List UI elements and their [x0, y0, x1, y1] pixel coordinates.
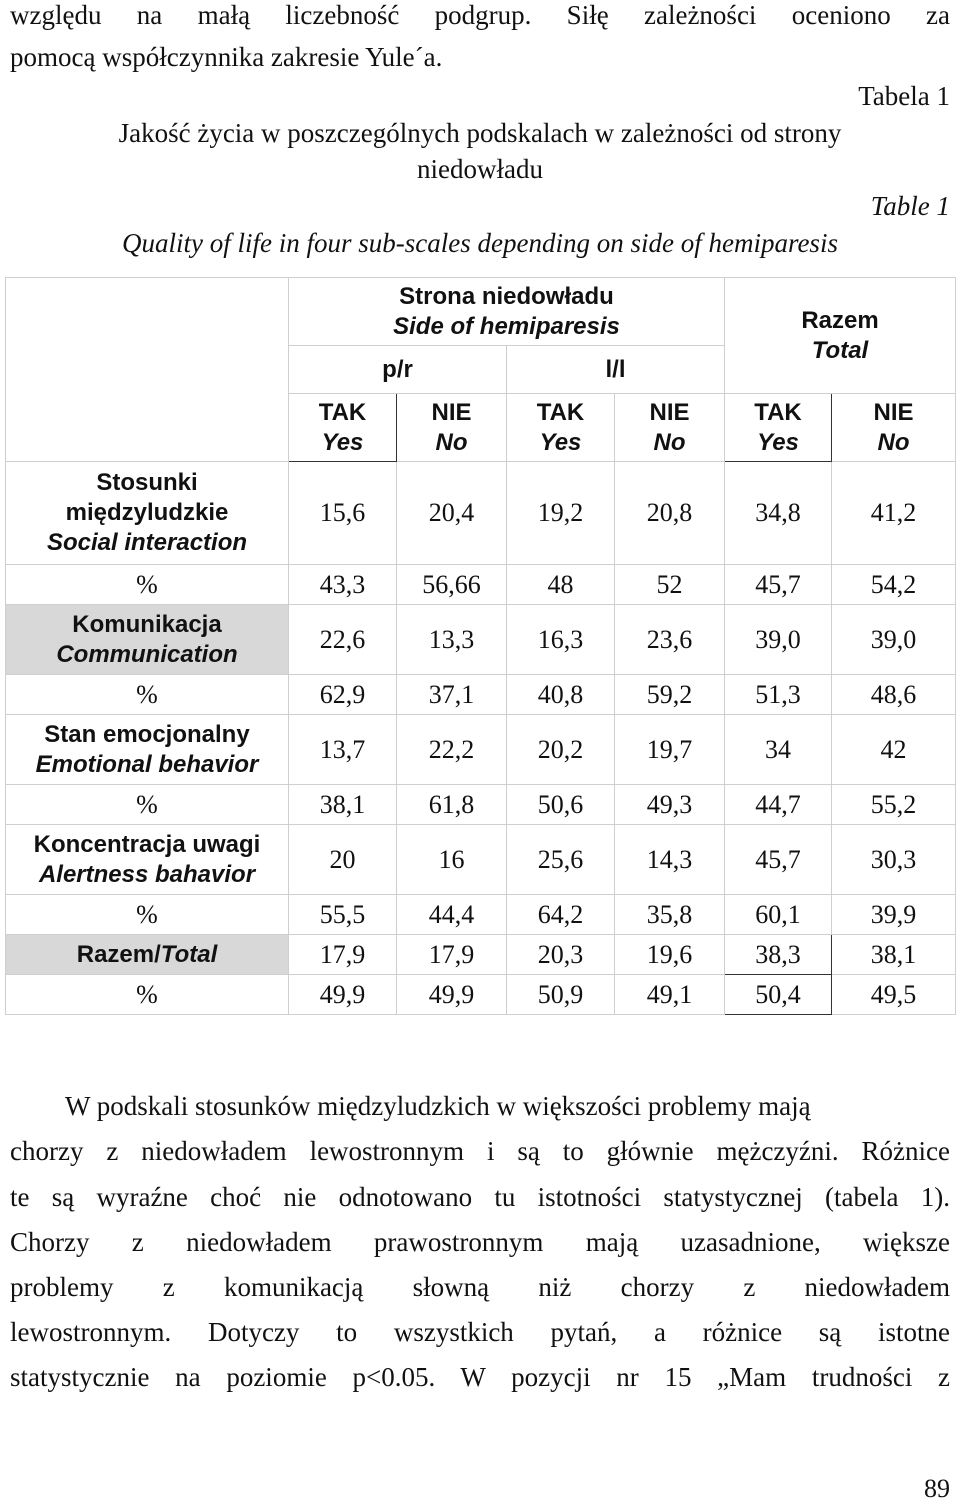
row-label [6, 715, 289, 785]
yes-en: Yes [757, 428, 799, 456]
no-header-total [832, 394, 956, 462]
ll-header: l/l [507, 346, 725, 394]
cell-ll-no: 19,7 [615, 715, 725, 785]
no-header-pr [397, 394, 507, 462]
cell-pr-no: 20,4 [397, 462, 507, 565]
cell-pr-no: 17,9 [397, 935, 507, 975]
table-row [6, 462, 956, 565]
cell-ll-yes: 48 [507, 565, 615, 605]
no-en: No [435, 428, 468, 456]
yes-header-ll [507, 394, 615, 462]
cell-total-no: 30,3 [832, 825, 956, 895]
cell-total-no: 42 [832, 715, 956, 785]
table-title-pl-1: Jakość życia w poszczególnych podskalach w zależności od strony [118, 118, 842, 148]
side-header-pl: Strona niedowładu [399, 282, 614, 310]
cell-pr-no: 61,8 [397, 785, 507, 825]
cell-total-yes: 45,7 [725, 825, 832, 895]
cell-pr-no: 16 [397, 825, 507, 895]
row-label [6, 825, 289, 895]
table-row [6, 895, 956, 935]
table-title-pl-2: niedowładu [417, 154, 543, 184]
body-line-2: chorzy z niedowładem lewostronnym i są to głównie mężczyźni. Różnice [10, 1136, 950, 1166]
row-label-en: Communication [56, 640, 238, 668]
no-pl: NIE [873, 398, 914, 426]
pr-header: p/r [289, 346, 507, 394]
cell-pr-yes: 15,6 [289, 462, 397, 565]
table-title-en: Quality of life in four sub-scales depending on side of hemiparesis [122, 228, 838, 258]
table-row [6, 605, 956, 675]
row-label-en: Total [160, 941, 218, 968]
cell-total-yes: 60,1 [725, 895, 832, 935]
total-header-pl: Razem [801, 306, 879, 334]
no-pl: NIE [431, 398, 472, 426]
cell-ll-yes: 16,3 [507, 605, 615, 675]
no-en: No [653, 428, 686, 456]
body-line-3: te są wyraźne choć nie odnotowano tu istotności statystycznej (tabela 1). [10, 1182, 950, 1212]
cell-pr-yes: 38,1 [289, 785, 397, 825]
total-header-en: Total [811, 336, 869, 364]
cell-total-no: 39,9 [832, 895, 956, 935]
yes-pl: TAK [754, 398, 802, 426]
intro-line-1: względu na małą liczebność podgrup. Siłę zależności oceniono za [10, 0, 950, 30]
cell-ll-yes: 20,3 [507, 935, 615, 975]
cell-total-yes: 44,7 [725, 785, 832, 825]
yes-en: Yes [321, 428, 364, 456]
cell-pr-yes: 55,5 [289, 895, 397, 935]
cell-total-yes: 34 [725, 715, 832, 785]
cell-total-yes: 50,4 [725, 975, 832, 1015]
table-row [6, 785, 956, 825]
row-label: % [6, 785, 289, 825]
cell-ll-no: 14,3 [615, 825, 725, 895]
row-label: % [6, 895, 289, 935]
cell-pr-yes: 20 [289, 825, 397, 895]
cell-ll-no: 19,6 [615, 935, 725, 975]
cell-ll-yes: 50,9 [507, 975, 615, 1015]
header-row-1 [6, 278, 956, 346]
cell-total-yes: 39,0 [725, 605, 832, 675]
cell-pr-yes: 13,7 [289, 715, 397, 785]
cell-ll-no: 49,1 [615, 975, 725, 1015]
cell-pr-yes: 43,3 [289, 565, 397, 605]
body-line-6: lewostronnym. Dotyczy to wszystkich pytań, a różnice są istotne [10, 1317, 950, 1347]
row-label: % [6, 975, 289, 1015]
cell-total-no: 49,5 [832, 975, 956, 1015]
cell-ll-yes: 20,2 [507, 715, 615, 785]
cell-pr-no: 44,4 [397, 895, 507, 935]
row-label: % [6, 565, 289, 605]
corner-cell [6, 278, 289, 462]
table-row [6, 975, 956, 1015]
cell-ll-yes: 50,6 [507, 785, 615, 825]
cell-total-no: 38,1 [832, 935, 956, 975]
yes-header-pr [289, 394, 397, 462]
cell-pr-no: 22,2 [397, 715, 507, 785]
no-en: No [877, 428, 910, 456]
table-row [6, 565, 956, 605]
cell-ll-yes: 40,8 [507, 675, 615, 715]
row-label-pl: Stan emocjonalny [44, 720, 250, 748]
table-label-pl: Tabela 1 [858, 81, 950, 111]
cell-ll-yes: 19,2 [507, 462, 615, 565]
quality-of-life-table [5, 277, 956, 1015]
cell-total-no: 55,2 [832, 785, 956, 825]
row-label-pl: Stosunki międzyludzkie [65, 469, 229, 526]
cell-total-yes: 45,7 [725, 565, 832, 605]
side-header [289, 278, 725, 346]
row-label [6, 605, 289, 675]
no-header-ll [615, 394, 725, 462]
yes-header-total [725, 394, 832, 462]
row-label-pl: Koncentracja uwagi [33, 830, 261, 858]
cell-pr-yes: 17,9 [289, 935, 397, 975]
cell-pr-no: 56,66 [397, 565, 507, 605]
cell-ll-yes: 64,2 [507, 895, 615, 935]
table-label-en: Table 1 [870, 191, 950, 221]
cell-total-yes: 51,3 [725, 675, 832, 715]
row-label: % [6, 675, 289, 715]
intro-line-2: pomocą współczynnika zakresie Yule´a. [10, 42, 443, 72]
cell-pr-no: 13,3 [397, 605, 507, 675]
total-header [725, 278, 956, 394]
yes-en: Yes [539, 428, 582, 456]
side-header-en: Side of hemiparesis [393, 312, 620, 340]
cell-ll-no: 59,2 [615, 675, 725, 715]
row-label [6, 935, 289, 975]
row-label-pl: Komunikacja [72, 610, 222, 638]
cell-ll-no: 49,3 [615, 785, 725, 825]
table-row [6, 715, 956, 785]
cell-total-no: 39,0 [832, 605, 956, 675]
cell-ll-no: 20,8 [615, 462, 725, 565]
body-line-7: statystycznie na poziomie p<0.05. W pozycji nr 15 „Mam trudności z [10, 1362, 950, 1392]
cell-ll-yes: 25,6 [507, 825, 615, 895]
table-row [6, 675, 956, 715]
table-row [6, 825, 956, 895]
row-label-pl: Razem/ [76, 941, 161, 968]
cell-total-no: 41,2 [832, 462, 956, 565]
cell-pr-no: 49,9 [397, 975, 507, 1015]
cell-pr-yes: 62,9 [289, 675, 397, 715]
yes-pl: TAK [318, 398, 367, 426]
cell-pr-yes: 49,9 [289, 975, 397, 1015]
cell-total-yes: 38,3 [725, 935, 832, 975]
cell-ll-no: 23,6 [615, 605, 725, 675]
yes-pl: TAK [536, 398, 585, 426]
cell-ll-no: 52 [615, 565, 725, 605]
page-number: 89 [924, 1474, 950, 1503]
cell-total-yes: 34,8 [725, 462, 832, 565]
row-label [6, 462, 289, 565]
row-label-en: Emotional behavior [35, 750, 259, 778]
cell-pr-yes: 22,6 [289, 605, 397, 675]
table-row [6, 935, 956, 975]
body-line-5: problemy z komunikacją słowną niż chorzy z niedowładem [10, 1272, 950, 1302]
row-label-en: Alertness bahavior [38, 860, 256, 888]
row-label-en: Social interaction [46, 529, 248, 556]
cell-pr-no: 37,1 [397, 675, 507, 715]
cell-total-no: 48,6 [832, 675, 956, 715]
cell-total-no: 54,2 [832, 565, 956, 605]
cell-ll-no: 35,8 [615, 895, 725, 935]
body-line-1: W podskali stosunków międzyludzkich w większości problemy mają [65, 1091, 811, 1121]
no-pl: NIE [649, 398, 690, 426]
body-line-4: Chorzy z niedowładem prawostronnym mają uzasadnione, większe [10, 1227, 950, 1257]
